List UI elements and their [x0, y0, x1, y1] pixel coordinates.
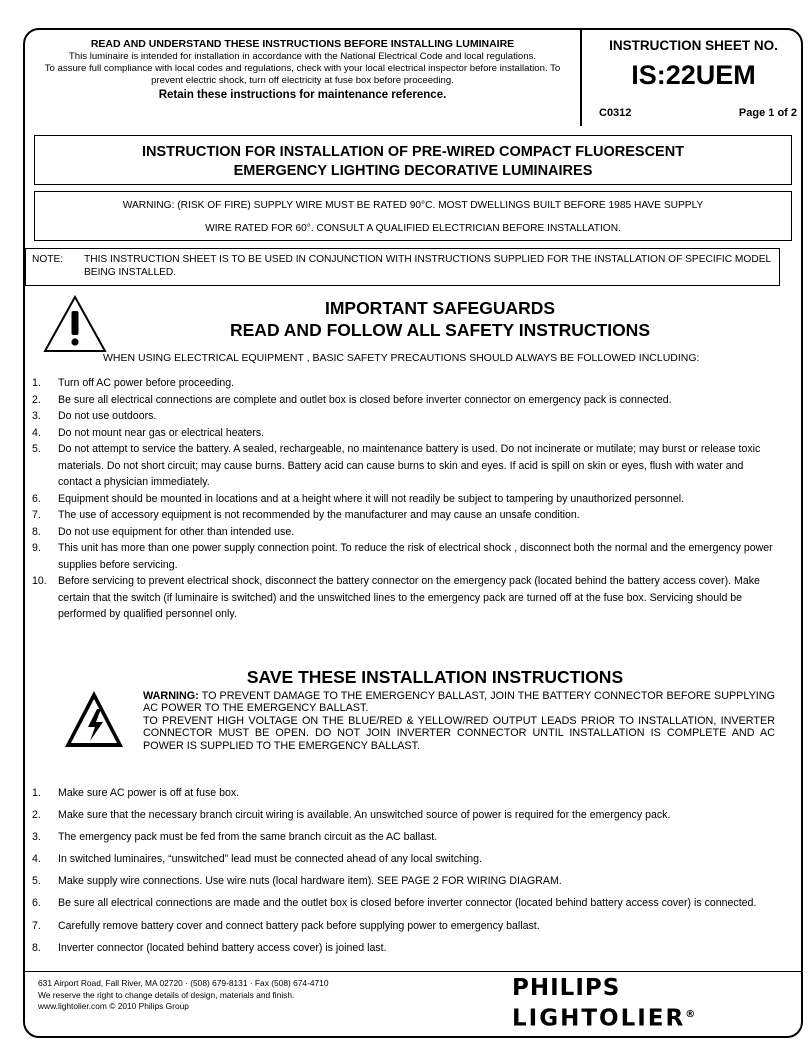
header-warning-title: READ AND UNDERSTAND THESE INSTRUCTIONS BEFORE INSTALLING LUMINAIRE [90, 38, 515, 50]
list-item: 2. Be sure all electrical connections are complete and outlet box is closed before inverter connector on emergency pack is connected. [32, 393, 672, 406]
page-indicator: Page 1 of 2 [738, 107, 797, 119]
list-item: 2. Make sure that the necessary branch circuit wiring is available. An unswitched source of power is required for the emergency pack. [32, 809, 671, 822]
list-item: 9. This unit has more than one power supply connection point. To reduce the risk of electrical shock , disconnect both the normal and the emergency power supplies before servicing. [32, 542, 773, 571]
header-intro-2: To assure full compliance with local codes and regulations, check with your local electrical inspector before installation. To prevent electric shock, turn off electricity at fuse box before proceeding. [44, 63, 561, 86]
footer-web: www.lightolier.com © 2010 Philips Group [38, 1001, 189, 1011]
doc-code: C0312 [599, 107, 632, 119]
list-item: 1. Turn off AC power before proceeding. [32, 377, 235, 389]
list-item: 1. Make sure AC power is off at fuse box. [32, 787, 240, 799]
note-box [25, 248, 780, 286]
list-item: 4. Do not mount near gas or electrical heaters. [32, 426, 265, 439]
logo-line-1: PHILIPS [512, 975, 621, 1001]
title-line-1: INSTRUCTION FOR INSTALLATION OF PRE-WIRED COMPACT FLUORESCENT [141, 144, 685, 160]
sheet-number: IS:22UEM [631, 60, 756, 90]
header-intro-1: This luminaire is intended for installation in accordance with the National Electrical Code and local regulations. [68, 51, 537, 62]
logo-line-2: LIGHTOLIER [512, 1005, 686, 1032]
ballast-warning-label: WARNING: [143, 690, 199, 702]
page-frame [23, 28, 803, 1038]
list-item: 7. The use of accessory equipment is not recommended by the manufacturer and may cause an unsafe condition. [32, 509, 580, 521]
warning-line-1: (RISK OF FIRE) SUPPLY WIRE MUST BE RATED 90°C. MOST DWELLINGS BUILT BEFORE 1985 HAVE SUPPLY [174, 200, 704, 211]
header-notice [25, 38, 580, 102]
list-item: 10. Before servicing to prevent electrical shock, disconnect the battery connector on the emergency pack (located behind the battery access cover). Make certain that the switch (if luminaire is switched) and the unswitched lines to the emergency pack are turned off at the fuse box. Servicing should be performed by qualified personnel only. [32, 575, 760, 620]
safeguards-list [25, 375, 775, 623]
sheet-number-panel [580, 30, 803, 126]
supply-wire-warning [34, 191, 792, 241]
warning-label: WARNING: [122, 200, 175, 211]
philips-lightolier-logo [512, 975, 697, 1033]
document-title [34, 135, 792, 185]
footer-info [38, 978, 329, 1013]
ballast-warning [143, 690, 775, 752]
list-item: 7. Carefully remove battery cover and connect battery pack before supplying power to emergency ballast. [32, 919, 540, 932]
title-line-2: EMERGENCY LIGHTING DECORATIVE LUMINAIRES [233, 163, 593, 179]
registered-mark: ® [685, 1009, 698, 1020]
warning-line-2: WIRE RATED FOR 60°. CONSULT A QUALIFIED ELECTRICIAN BEFORE INSTALLATION. [205, 223, 621, 234]
list-item: 5. Do not attempt to service the battery. A sealed, rechargeable, no maintenance battery is used. Do not incinerate or mutilate; may burst or release toxic materials. Do not short circuit; may cause burns. Battery acid can cause burns to skin and eyes. If acid is spill on skin or eyes, flush with water and contact a physician immediately. [32, 443, 761, 488]
note-label: NOTE: [32, 254, 64, 265]
sheet-label: INSTRUCTION SHEET NO. [609, 38, 778, 53]
list-item: 8. Inverter connector (located behind battery access cover) is joined last. [32, 941, 387, 954]
list-item: 8. Do not use equipment for other than intended use. [32, 525, 295, 538]
high-voltage-icon [63, 689, 125, 751]
footer-rights: We reserve the right to change details of design, materials and finish. [38, 989, 295, 1000]
safeguards-subheading: READ AND FOLLOW ALL SAFETY INSTRUCTIONS [230, 320, 650, 340]
list-item: 4. In switched luminaires, “unswitched” lead must be connected ahead of any local switching. [32, 853, 482, 866]
installation-steps [25, 782, 775, 959]
precaution-text: WHEN USING ELECTRICAL EQUIPMENT , BASIC SAFETY PRECAUTIONS SHOULD ALWAYS BE FOLLOWED INCLUDING: [103, 352, 700, 364]
safeguards-heading: IMPORTANT SAFEGUARDS [324, 298, 556, 318]
list-item: 5. Make supply wire connections. Use wire nuts (local hardware item). SEE PAGE 2 FOR WIRING DIAGRAM. [32, 875, 562, 888]
ballast-warning-text-1: TO PREVENT DAMAGE TO THE EMERGENCY BALLAST, JOIN THE BATTERY CONNECTOR BEFORE SUPPLYING AC POWER TO THE EMERGENCY BALLAST. [143, 690, 775, 715]
footer-divider [25, 971, 803, 972]
save-instructions-heading: SAVE THESE INSTALLATION INSTRUCTIONS [246, 667, 624, 687]
footer-address: 631 Airport Road, Fall River, MA 02720 · (508) 679-8131 · Fax (508) 674-4710 [38, 978, 329, 988]
ballast-warning-text-2: TO PREVENT HIGH VOLTAGE ON THE BLUE/RED & YELLOW/RED OUTPUT LEADS PRIOR TO INSTALLATION, INVERTER CONNECTOR MUST BE OPEN. DO NOT JOIN INVERTER CONNECTOR UNTIL INSTALLATION IS COMPLETE AND AC POWER IS SUPPLIED TO THE EMERGENCY BALLAST. [143, 714, 775, 752]
header-retain: Retain these instructions for maintenance reference. [158, 89, 447, 101]
list-item: 3. Do not use outdoors. [32, 410, 157, 422]
list-item: 6. Be sure all electrical connections are made and the outlet box is closed before inverter connector (located behind battery access cover) is connected. [32, 897, 757, 910]
list-item: 6. Equipment should be mounted in locations and at a height where it will not readily be subject to tampering by unauthorized personnel. [32, 492, 685, 505]
list-item: 3. The emergency pack must be fed from the same branch circuit as the AC ballast. [32, 831, 438, 844]
note-text: THIS INSTRUCTION SHEET IS TO BE USED IN CONJUNCTION WITH INSTRUCTIONS SUPPLIED FOR THE INSTALLATION OF SPECIFIC MODEL BEING INSTALLED. [84, 254, 771, 278]
